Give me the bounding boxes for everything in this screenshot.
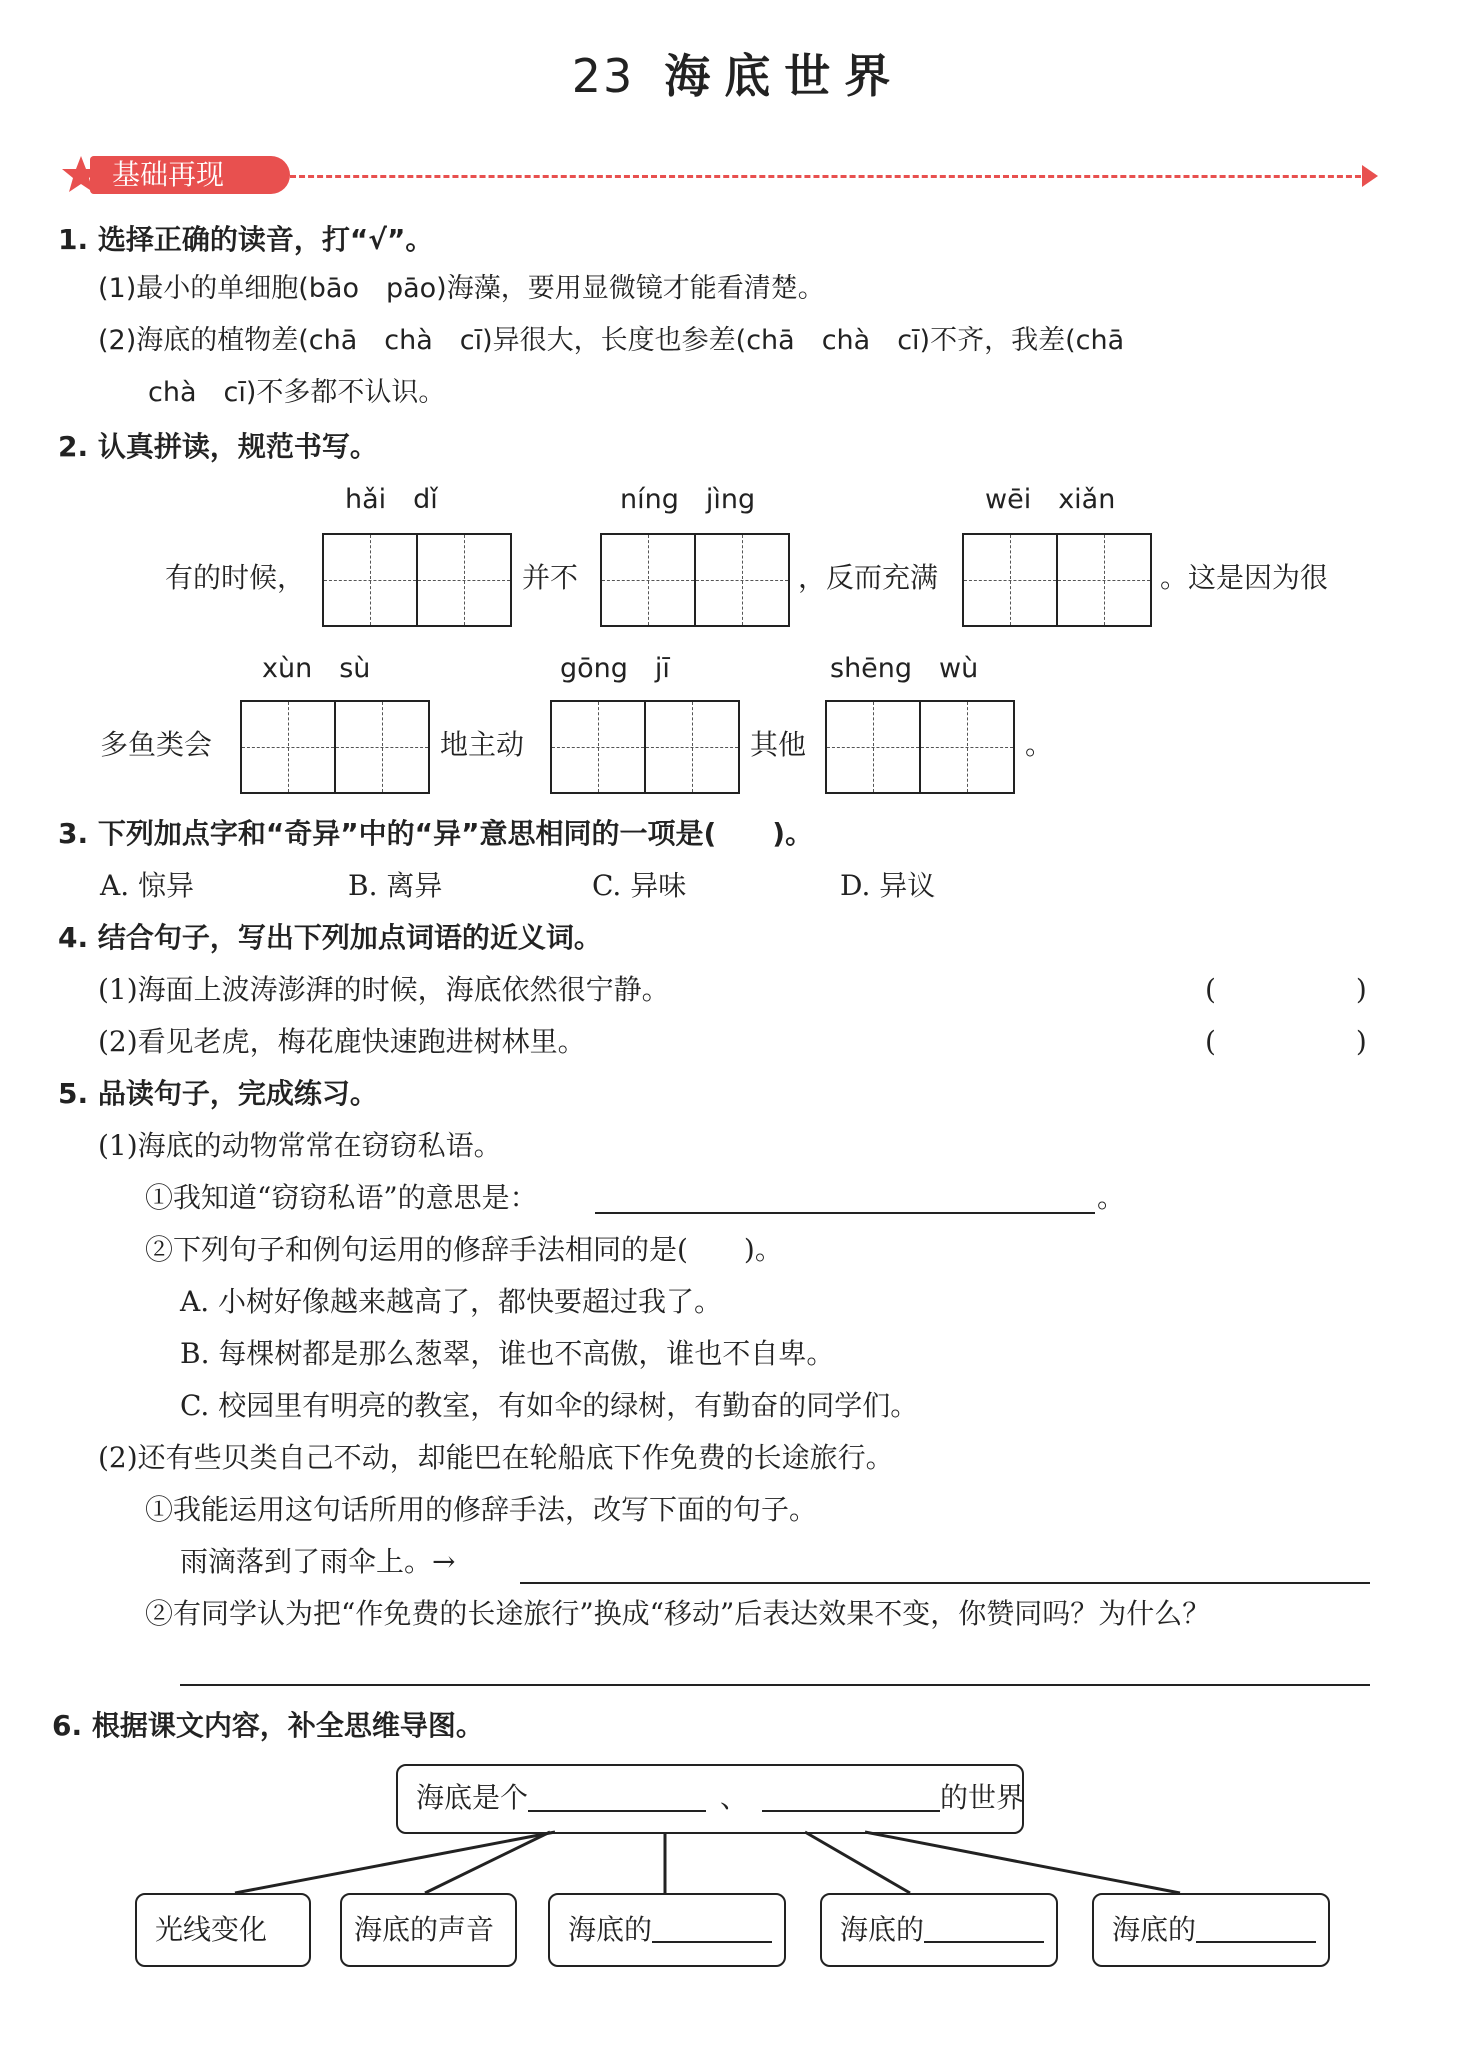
q5-2-prompt-b: ②有同学认为把“作免费的长途旅行”换成“移动”后表达效果不变，你赞同吗？为什么？: [145, 1597, 1211, 1630]
q1-heading: 1. 选择正确的读音，打“√”。: [58, 223, 434, 256]
mindmap-center: [396, 1764, 1024, 1834]
q6-heading: 6. 根据课文内容，补全思维导图。: [52, 1709, 484, 1742]
mindmap-center-post: 的世界: [940, 1781, 1025, 1814]
mindmap-branch-3: [548, 1893, 786, 1967]
pinyin-haidi: hǎi dǐ: [345, 484, 438, 515]
q3-option-d[interactable]: D. 异议: [840, 869, 936, 902]
mindmap-branch-5-label: 海底的: [1112, 1913, 1197, 1946]
q2-text-1: 有的时候，: [165, 561, 306, 594]
section-label: 基础再现: [90, 156, 290, 194]
pinyin-shengwu: shēng wù: [830, 653, 979, 684]
q4-answer-2[interactable]: ( ): [1205, 1025, 1367, 1058]
q5-sentence-1: (1)海底的动物常常在窃窃私语。: [98, 1129, 502, 1162]
q2-text-8: 。: [1025, 728, 1054, 761]
q1-sentence-1: (1)最小的单细胞(bāo pāo)海藻，要用显微镜才能看清楚。: [98, 273, 825, 304]
mindmap-branch-4-label: 海底的: [840, 1913, 925, 1946]
mindmap-center-mid: 、: [720, 1781, 749, 1814]
q4-sentence-1: (1)海面上波涛澎湃的时候，海底依然很宁静。: [98, 973, 670, 1006]
q3-heading: 3. 下列加点字和“奇异”中的“异”意思相同的一项是( )。: [58, 817, 814, 850]
mindmap-blank-2[interactable]: [762, 1766, 940, 1812]
q2-text-3: ，反而充满: [798, 561, 939, 594]
mindmap-branch-4: [820, 1893, 1058, 1967]
mindmap-blank-1[interactable]: [528, 1766, 706, 1812]
mindmap-branch-1: 光线变化: [135, 1893, 311, 1967]
mindmap-branch-5: [1092, 1893, 1330, 1967]
q5-1-prompt-a: ①我知道“窃窃私语”的意思是：: [145, 1181, 538, 1214]
q2-text-6: 地主动: [440, 728, 525, 761]
q4-sentence-2: (2)看见老虎，梅花鹿快速跑进树林里。: [98, 1025, 586, 1058]
mindmap-branch-3-blank[interactable]: [652, 1895, 772, 1943]
q2-text-2: 并不: [522, 561, 579, 594]
q5-1-prompt-b: ②下列句子和例句运用的修辞手法相同的是( )。: [145, 1233, 783, 1266]
pinyin-xunsu: xùn sù: [262, 653, 371, 684]
q5-option-b[interactable]: B. 每棵树都是那么葱翠，谁也不高傲，谁也不自卑。: [180, 1337, 835, 1370]
q5-heading: 5. 品读句子，完成练习。: [58, 1077, 378, 1110]
mindmap-center-pre: 海底是个: [416, 1781, 529, 1814]
q2-text-7: 其他: [750, 728, 807, 761]
q2-heading: 2. 认真拼读，规范书写。: [58, 430, 378, 463]
q5-option-c[interactable]: C. 校园里有明亮的教室，有如伞的绿树，有勤奋的同学们。: [180, 1389, 919, 1422]
pinyin-weixian: wēi xiǎn: [985, 484, 1116, 515]
q4-answer-1[interactable]: ( ): [1205, 973, 1367, 1006]
q5-option-a[interactable]: A. 小树好像越来越高了，都快要超过我了。: [180, 1285, 723, 1318]
q2-text-5: 多鱼类会: [100, 728, 213, 761]
q5-1-prompt-a-end: 。: [1097, 1181, 1126, 1214]
q5-2-prompt-a: ①我能运用这句话所用的修辞手法，改写下面的句子。: [145, 1493, 818, 1526]
pinyin-gongji: gōng jī: [560, 653, 670, 684]
q2-text-4: 。这是因为很: [1160, 561, 1329, 594]
lesson-title: 海底世界: [664, 49, 905, 103]
mindmap-branch-3-label: 海底的: [568, 1913, 653, 1946]
q5-sentence-2: (2)还有些贝类自己不动，却能巴在轮船底下作免费的长途旅行。: [98, 1441, 894, 1474]
q4-heading: 4. 结合句子，写出下列加点词语的近义词。: [58, 921, 602, 954]
q3-option-c[interactable]: C. 异味: [592, 869, 687, 902]
pinyin-ningjing: níng jìng: [620, 484, 756, 515]
q5-2-rewrite-sentence: 雨滴落到了雨伞上。→: [180, 1545, 456, 1578]
q1-sentence-2: (2)海底的植物差(chā chà cī)异很大，长度也参差(chā chà cī)不齐，我差(chā: [98, 325, 1125, 356]
q1-sentence-2-cont: chà cī)不多都不认识。: [148, 377, 446, 408]
q3-option-b[interactable]: B. 离异: [348, 869, 443, 902]
mindmap-branch-5-blank[interactable]: [1196, 1895, 1316, 1943]
q3-option-a[interactable]: A. 惊异: [100, 869, 195, 902]
mindmap-branch-2: 海底的声音: [340, 1893, 517, 1967]
lesson-number: 23: [571, 49, 635, 103]
mindmap-branch-4-blank[interactable]: [924, 1895, 1044, 1943]
